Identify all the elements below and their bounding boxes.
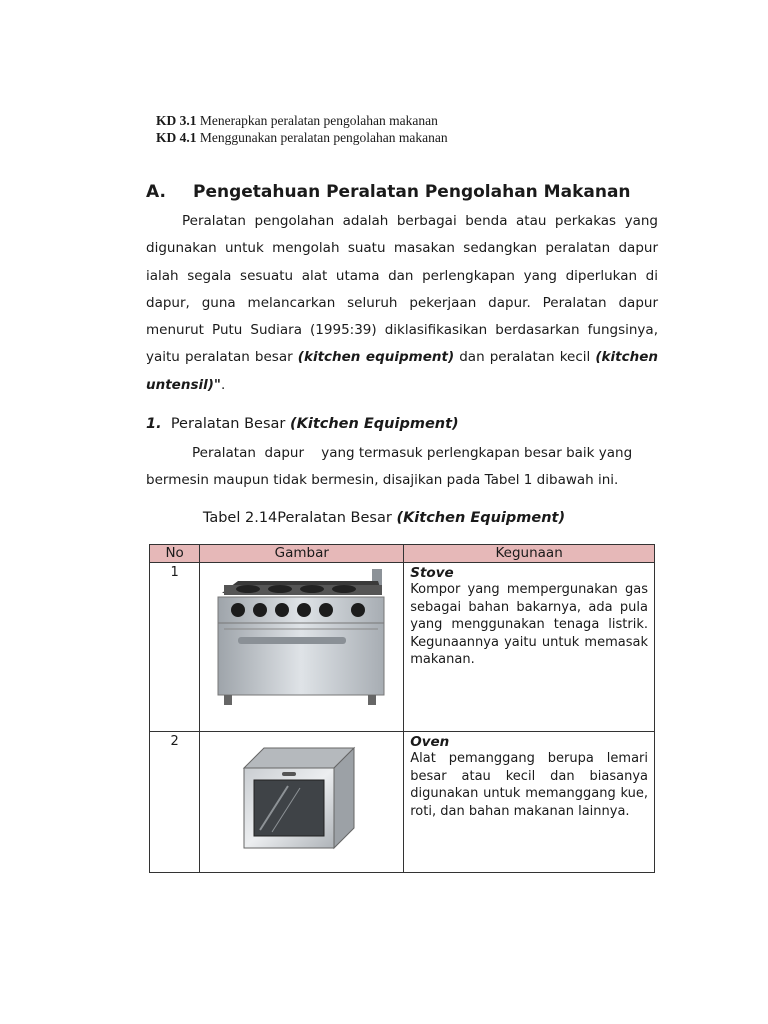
stove-cell [200, 563, 404, 732]
kd-text: Menerapkan peralatan pengolahan makanan [199, 113, 438, 128]
subsection-title: Peralatan Besar [170, 416, 286, 432]
subsection-line-1: Peralatan dapur yang termasuk perlengkapan besar baik yang [192, 445, 633, 461]
oven-cell [200, 732, 404, 873]
kegunaan-cell [404, 563, 655, 732]
header-gambar: Gambar [200, 545, 404, 563]
equipment-title: Stove [410, 565, 454, 581]
kd-line-2 [156, 129, 448, 147]
kd-code: KD 4.1 [156, 130, 197, 145]
subsection-title-em: (Kitchen Equipment) [290, 416, 459, 432]
kegunaan-cell [404, 732, 655, 873]
subsection-line-2: bermesin maupun tidak bermesin, disajikan pada Tabel 1 dibawah ini. [146, 472, 619, 488]
equipment-table [149, 544, 655, 873]
table-row [150, 563, 655, 732]
table-caption: Tabel 2.14Peralatan Besar (Kitchen Equipment) [202, 510, 566, 526]
kd-line-1 [156, 112, 438, 130]
kd-code: KD 3.1 [156, 113, 197, 128]
equipment-description: Alat pemanggang berupa lemari besar atau kecil dan biasanya digunakan untuk memanggang kue, roti, dan bahan makanan lainnya. [410, 751, 648, 819]
row-number: 1 [150, 563, 200, 732]
subsection-number: 1. [146, 416, 162, 432]
section-letter: A. [146, 182, 166, 202]
header-no: No [150, 545, 200, 563]
header-kegunaan: Kegunaan [404, 545, 655, 563]
table-header-row [150, 545, 655, 563]
table-caption-em: (Kitchen Equipment) [396, 510, 566, 526]
subsection-heading [146, 416, 459, 432]
oven-image [200, 732, 403, 870]
subsection-paragraph [146, 440, 646, 494]
row-number: 2 [150, 732, 200, 873]
stove-image [200, 563, 403, 729]
equipment-description: Kompor yang mempergunakan gas sebagai bahan bakarnya, ada pula yang menggunakan tenaga listrik. Kegunaannya yaitu untuk memasak makanan. [410, 582, 648, 667]
intro-paragraph: Peralatan pengolahan adalah berbagai benda atau perkakas yang digunakan untuk mengolah suatu masakan sedangkan peralatan dapur ialah segala sesuatu alat utama dan perlengkapan yang diperlukan di dapur, guna melancarkan seluruh pekerjaan dapur. Peralatan dapur menurut Putu Sudiara (1995:39) diklasifikasikan berdasarkan fungsinya, yaitu peralatan besar (kitchen equipment) dan peralatan kecil (kitchen untensil)". [146, 213, 658, 393]
equipment-title: Oven [410, 734, 450, 750]
section-heading [146, 182, 631, 202]
table-row [150, 732, 655, 873]
section-title: Pengetahuan Peralatan Pengolahan Makanan [193, 182, 631, 202]
emphasis-kitchen-untensil: (kitchen untensil)" [146, 349, 658, 393]
emphasis-kitchen-equipment: (kitchen equipment) [297, 349, 455, 366]
kd-text: Menggunakan peralatan pengolahan makanan [199, 130, 448, 145]
